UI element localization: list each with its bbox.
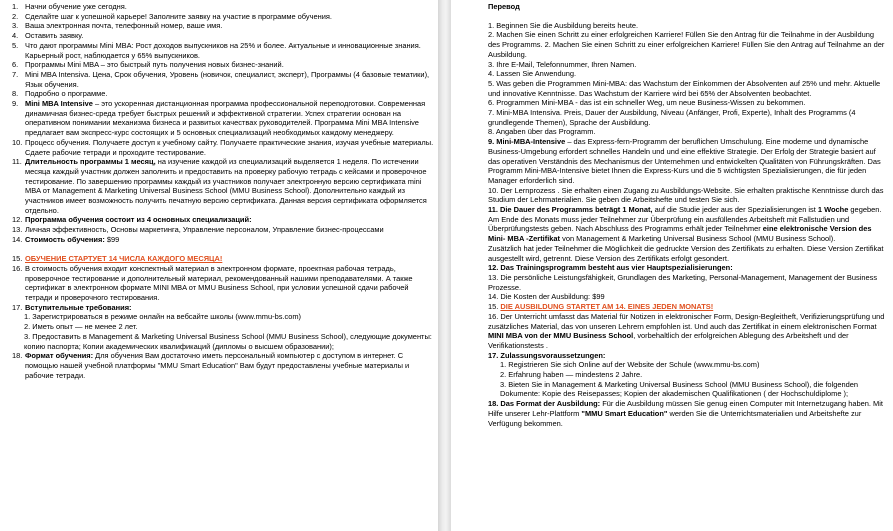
item-number: 7. xyxy=(12,69,19,79)
item-bold: Программа обучения состоит из 4 основных специализаций: xyxy=(25,215,252,225)
item-text: Программы Mini MBA – это быстрый путь получения новых бизнес-знаний. xyxy=(25,60,284,70)
item-text: на изучение каждой из специализаций выделяется 1 неделя. По истечении месяца каждый участник должен заполнить и предоставить на проверку рабочую тетрадь с кейсами и проверочное тестирование. По завершению программы каждый из участников получает электронную версию сертификата mini MBA от Management & Marketing Universal Business School (MMU Business School). Дополнительно каждый из участников имеет возможность получить печатную версию сертификата. Данная версия сертификата оформляется отдельно. xyxy=(25,157,427,215)
item-number: 13. xyxy=(12,225,23,235)
item-number: 3. xyxy=(12,21,19,31)
paragraph: 6. Programmen Mini-MBA - das ist ein schneller Weg, um neue Business-Wissen zu bekommen. xyxy=(488,98,806,108)
paragraph-text: werden Sie die Unterrichtsmaterialien und Arbeitshefte zur Verfügung bekommen. xyxy=(488,408,862,428)
list-item xyxy=(12,60,434,70)
item-text: Что дают программы Mini MBA: Рост доходов выпускников на 25% и более. Актуальные и инновационные знания. Карьерный рост, наблюдается у 65% выпускников. xyxy=(25,40,421,60)
item-number: 1. xyxy=(12,2,19,11)
item-bold: Mini MBA Intensive xyxy=(25,99,93,109)
paragraph-text: , vorbehaltlich der erfolgreichen Ablegung des Arbeitsheft und der Verifikationstests . xyxy=(488,331,849,350)
item-text: – это ускоренная дистанционная программа профессиональной переподготовки. Современная динамичная бизнес-среда требует быстрых решений и эффективной стратегии. Успех стратегии основан на оперативном понимании механизма бизнеса и развитых качествах руководителей. Программа Mini MBA Intensive предлагает вам экспресс-курс состоящих и 5 основных специализаций необходимых каждому менеджеру. xyxy=(25,99,426,138)
paragraph xyxy=(488,399,888,428)
paragraph xyxy=(488,312,888,351)
item-text: Сделайте шаг к успешной карьере! Заполните заявку на участие в программе обучения. xyxy=(25,11,332,21)
paragraph-text: 16. Der Unterricht umfasst das Material für Notizen in elektronischer Form, Design-Begleitheft, Verifizierungsprüfung und zusätzliches Material, das von unseren Lehrern empfohlen ist. Und auch das Zertifikat in einem elektronischen Format xyxy=(488,311,885,331)
list-item xyxy=(12,31,434,41)
item-number: 10. xyxy=(12,137,23,147)
item-number: 6. xyxy=(12,60,19,70)
list-item xyxy=(12,21,434,31)
paragraph xyxy=(488,205,888,244)
paragraph: 3. Ihre E-Mail, Telefonnummer, Ihren Namen. xyxy=(488,59,637,69)
item-number: 9. xyxy=(12,99,19,109)
paragraph xyxy=(488,351,888,361)
requirement-item: 3. Предоставить в Management & Marketing Universal Business School (MMU Business School), следующие документы: копию паспорта; Копии академических квалификаций (дипломы о высшем образовании); xyxy=(24,331,432,351)
paragraph-text: gegeben. Am Ende des Monats muss jeder Teilnehmer zur Überprüfung ein ausfüllendes Arbeitsheft mit Fallstudien und Überprüfungstests geben. Nach Abschluss des Programms erhält jeder Teilnehmer xyxy=(488,205,882,234)
item-text: Mini MBA Intensiva. Цена, Срок обучения, Уровень (новичок, специалист, эксперт), Программы (4 базовые тематики), Язык обучения. xyxy=(25,69,430,89)
item-text: $99 xyxy=(104,234,120,244)
paragraph: 13. Die persönliche Leistungsfähigkeit, Grundlagen des Marketing, Personal-Management, Management der Business Prozesse. xyxy=(488,272,878,292)
paragraph: 2. Machen Sie einen Schritt zu einer erfolgreichen Karriere! Füllen Sie den Antrag für die Teilnahme in der Ausbildung des Programms. 2. Machen Sie einen Schritt zu einer erfolgreichen Karriere! Füllen Sie den Antrag auf Teilnahme an der Ausbildung. xyxy=(488,30,885,59)
list-item xyxy=(12,215,434,225)
list-item xyxy=(12,225,434,235)
paragraph xyxy=(488,263,888,273)
page-gutter xyxy=(438,0,451,531)
paragraph-text: Für die Ausbildung müssen Sie genug einen Computer mit Internetzugang haben. Mit Hilfe unserer Lehr-Plattform xyxy=(488,399,883,418)
item-text: Оставить заявку. xyxy=(25,31,84,41)
item-text: Для обучения Вам достаточно иметь персональный компьютер с доступом в интернет. С помощью нашей учебной платформы "MMU Smart Education" Вам будут предоставлены учебные материалы и рабочие тетради. xyxy=(25,351,410,380)
item-number: 5. xyxy=(12,40,19,50)
item-bold: Вступительные требования: xyxy=(25,302,132,312)
list-item xyxy=(12,235,434,245)
list-item xyxy=(12,41,434,60)
german-translation xyxy=(488,2,888,428)
item-bold: Стоимость обучения: xyxy=(25,234,105,244)
bold-text: 11. Die Dauer des Programms beträgt 1 Monat, xyxy=(488,205,653,215)
item-number: 2. xyxy=(12,11,19,21)
item-bold: Формат обучения: xyxy=(25,351,94,361)
item-number: 15. xyxy=(12,254,23,264)
requirement-item: 1. Зарегистрироваться в режиме онлайн на вебсайте школы (www.mmu-bs.com) xyxy=(24,312,302,322)
bold-text: 17. Zulassungsvoraussetzungen: xyxy=(488,350,606,360)
paragraph-text: auf die Studie jeder aus der Spezialisierungen ist xyxy=(652,205,818,215)
paragraph: 1. Beginnen Sie die Ausbildung bereits heute. xyxy=(488,20,639,30)
paragraph: Zusätzlich hat jeder Teilnehmer die Möglichkeit die gedruckte Version des Zertifikats zu erhalten. Diese Version Zertifikat ausgestellt wird, getrennt. Diese Version des Zertifikats erfolgt gesondert. xyxy=(488,243,884,263)
bold-text: 1 Woche xyxy=(817,205,849,215)
bold-text: MINI MBA von der MMU Business School xyxy=(488,331,634,341)
paragraph-text: 15. xyxy=(488,302,501,312)
paragraph: 10. Der Lernprozess . Sie erhalten einen Zugang zu Ausbildungs-Website. Sie erhalten praktische Kenntnisse durch das Studium der Lehrmaterialien. Sie geben die Arbeitshefte und testen Sie sich. xyxy=(488,185,884,205)
list-item xyxy=(12,138,434,157)
page-russian xyxy=(0,0,438,531)
item-text: В стоимость обучения входит конспектный материал в электронном формате, проектная рабочая тетрадь, проверочное тестирование и дополнительный материал, рекомендованный нашими преподавателями. А также сертификат в электронном формате MINI MBA от MMU Business School, при условии успешной сдачи рабочей тетради и проверочного тестирования. xyxy=(25,263,413,303)
list-item xyxy=(12,157,434,215)
paragraph: 4. Lassen Sie Anwendung. xyxy=(488,69,577,79)
list-item xyxy=(12,2,434,12)
bold-text: 12. Das Trainingsprogramm besteht aus vier Hauptspezialisierungen: xyxy=(488,263,733,273)
paragraph xyxy=(488,302,888,312)
paragraph: 5. Was geben die Programmen Mini-MBA: das Wachstum der Einkommen der Absolventen auf 25% und mehr. Aktuelle und innovative Kenntnisse. Das Wachstum der Karriere wird bei 65% der Absolventen beobachtet. xyxy=(488,78,881,98)
translation-title: Перевод xyxy=(488,2,520,11)
item-text: Начни обучение уже сегодня. xyxy=(25,2,127,11)
list-item xyxy=(12,351,434,380)
item-number: 18. xyxy=(12,351,23,361)
requirement-item: 3. Bieten Sie in Management & Marketing Universal Business School (MMU Business School), die folgenden Dokumente: Kopie des Reisepasses; Kopien der akademischen Qualifikationen ( der Hochschuldiplome ); xyxy=(500,379,859,399)
list-item xyxy=(12,89,434,99)
bold-text: eine elektronische Version des Mini- MBA -Zertifikat xyxy=(488,224,872,244)
list-item xyxy=(12,303,434,313)
paragraph: 7. Mini-MBA Intensiva. Preis, Dauer der Ausbildung, Niveau (Anfänger, Profi, Experte), Inhalt des Programms (4 grundlegende Themen), Sprache der Ausbildung. xyxy=(488,108,856,127)
list-item xyxy=(12,254,434,264)
paragraph-text: von Management & Marketing Universal Business School (MMU Business School). xyxy=(560,234,836,244)
list-item xyxy=(12,99,434,138)
paragraph xyxy=(488,137,888,186)
russian-list xyxy=(12,2,434,380)
requirement-item: 2. Иметь опыт — не менее 2 лет. xyxy=(24,322,138,332)
item-text: Ваша электронная почта, телефонный номер, ваше имя. xyxy=(25,21,223,31)
paragraph: 14. Die Kosten der Ausbildung: $99 xyxy=(488,292,605,302)
bold-text: 18. Das Format der Ausbildung: xyxy=(488,399,601,409)
bold-text: "MMU Smart Education" xyxy=(581,408,668,418)
start-notice: DIE AUSBILDUNG STARTET AM 14. EINES JEDEN MONATS! xyxy=(500,302,714,312)
bold-text: 9. Mini-MBA-Intensive xyxy=(488,137,566,147)
item-number: 12. xyxy=(12,215,23,225)
list-item xyxy=(12,264,434,303)
requirement-item: 2. Erfahrung haben — mindestens 2 Jahre. xyxy=(500,370,643,380)
paragraph: 8. Angaben über das Programm. xyxy=(488,127,596,137)
item-number: 16. xyxy=(12,263,23,273)
list-item xyxy=(12,70,434,89)
item-number: 11. xyxy=(12,157,22,167)
paragraph-text: – das Express-fern-Programm der beruflichen Umschulung. Eine moderne und dynamische Business-Umgebung erfordert schnelles Handeln und und eine effektive Strategie. Der Erfolg der Strategie basiert auf das operativen Verständnis des Mechanismus der Unternehmen und entwickelten Qualitäten von Führungskräften. Das Programm Mini-MBA-Intensive bietet Ihnen die Express-Kurs und die 5 wichtigsten Spezialisierungen, die für jeden Manager erforderlich sind. xyxy=(488,137,881,185)
page-german xyxy=(451,0,893,531)
item-text: Процесс обучения. Получаете доступ к учебному сайту. Получаете практические знания, изучая учебные материалы. Сдаете рабочие тетради и проходите тестирование. xyxy=(25,137,434,157)
item-text: Подробно о программе. xyxy=(25,89,108,99)
item-number: 14. xyxy=(12,234,23,244)
spacer xyxy=(12,245,434,255)
item-text: Личная эффективность, Основы маркетинга, Управление персоналом, Управление бизнес-процессами xyxy=(25,225,384,235)
item-number: 4. xyxy=(12,31,19,41)
start-notice: ОБУЧЕНИЕ СТАРТУЕТ 14 ЧИСЛА КАЖДОГО МЕСЯЦА! xyxy=(25,254,223,264)
item-number: 17. xyxy=(12,302,23,312)
list-item xyxy=(12,12,434,22)
item-bold: Длительность программы 1 месяц, xyxy=(25,157,156,167)
requirement-item: 1. Registrieren Sie sich Online auf der Website der Schule (www.mmu-bs.com) xyxy=(500,360,760,370)
item-number: 8. xyxy=(12,89,19,99)
